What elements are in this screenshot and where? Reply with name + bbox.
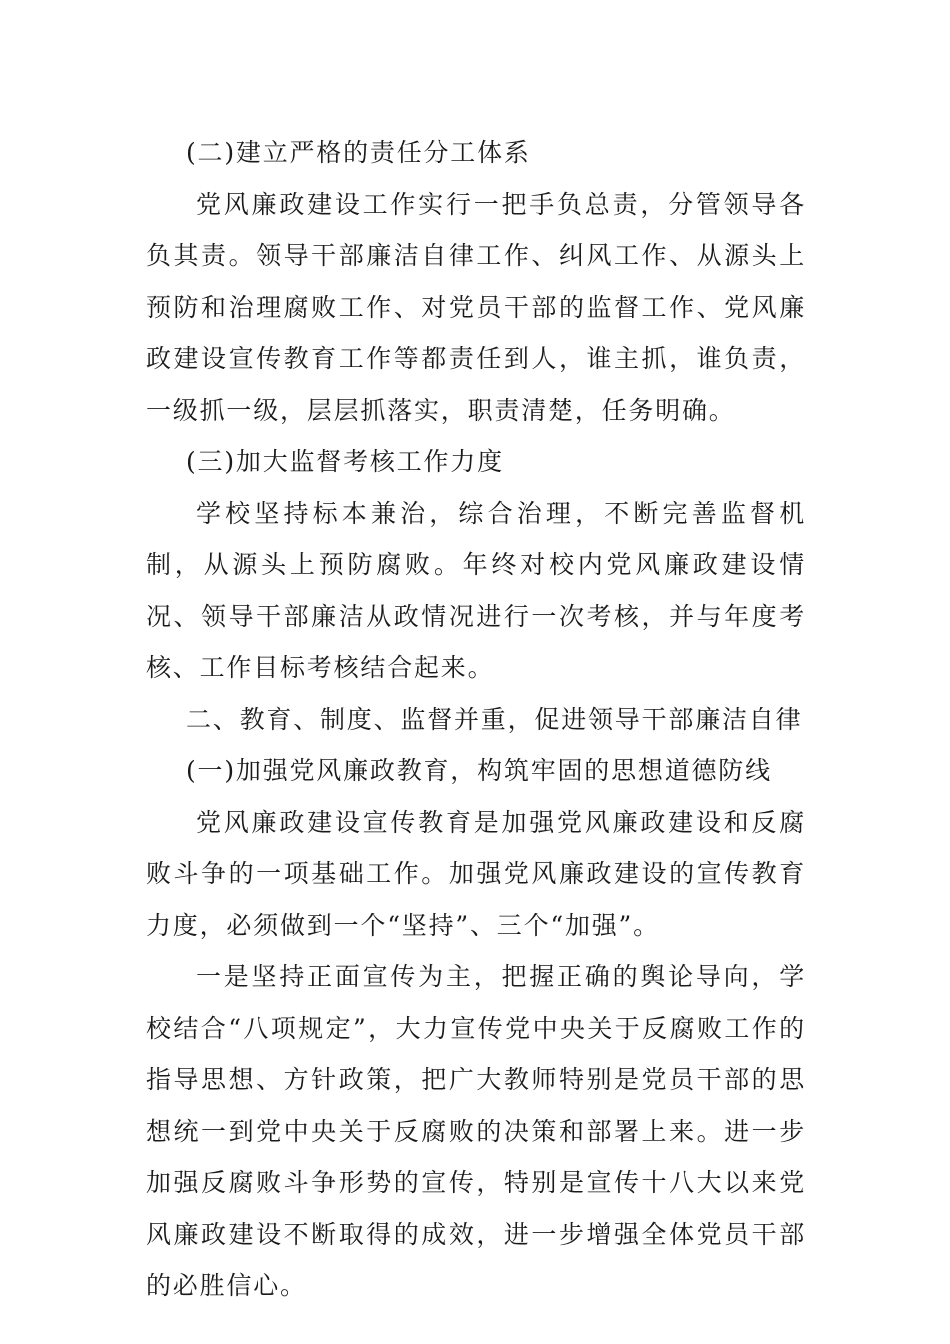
paragraph-supervision: 学校坚持标本兼治，综合治理，不断完善监督机制，从源头上预防腐败。年终对校内党风廉政建设情况、领导干部廉洁从政情况进行一次考核，并与年度考核、工作目标考核结合起来。 [146, 498, 806, 682]
paragraph-responsibility: 党风廉政建设工作实行一把手负总责，分管领导各负其责。领导干部廉洁自律工作、纠风工作、从源头上预防和治理腐败工作、对党员干部的监督工作、党风廉政建设宣传教育工作等都责任到人，谁主抓，谁负责，一级抓一级，层层抓落实，职责清楚，任务明确。 [146, 189, 806, 425]
section-heading-1: (一)加强党风廉政教育，构筑牢固的思想道德防线 [186, 756, 772, 785]
document-body [146, 127, 806, 1312]
paragraph-education: 党风廉政建设宣传教育是加强党风廉政建设和反腐败斗争的一项基础工作。加强党风廉政建设的宣传教育力度，必须做到一个“坚持”、三个“加强”。 [146, 807, 806, 940]
paragraph-first-point: 一是坚持正面宣传为主，把握正确的舆论导向，学校结合“八项规定”，大力宣传党中央关于反腐败工作的指导思想、方针政策，把广大教师特别是党员干部的思想统一到党中央关于反腐败的决策和部署上来。进一步加强反腐败斗争形势的宣传，特别是宣传十八大以来党风廉政建设不断取得的成效，进一步增强全体党员干部的必胜信心。 [146, 962, 806, 1300]
chapter-heading-2: 二、教育、制度、监督并重，促进领导干部廉洁自律 [186, 704, 803, 734]
section-heading-3: (三)加大监督考核工作力度 [186, 447, 504, 476]
section-heading-2: (二)建立严格的责任分工体系 [186, 138, 531, 167]
